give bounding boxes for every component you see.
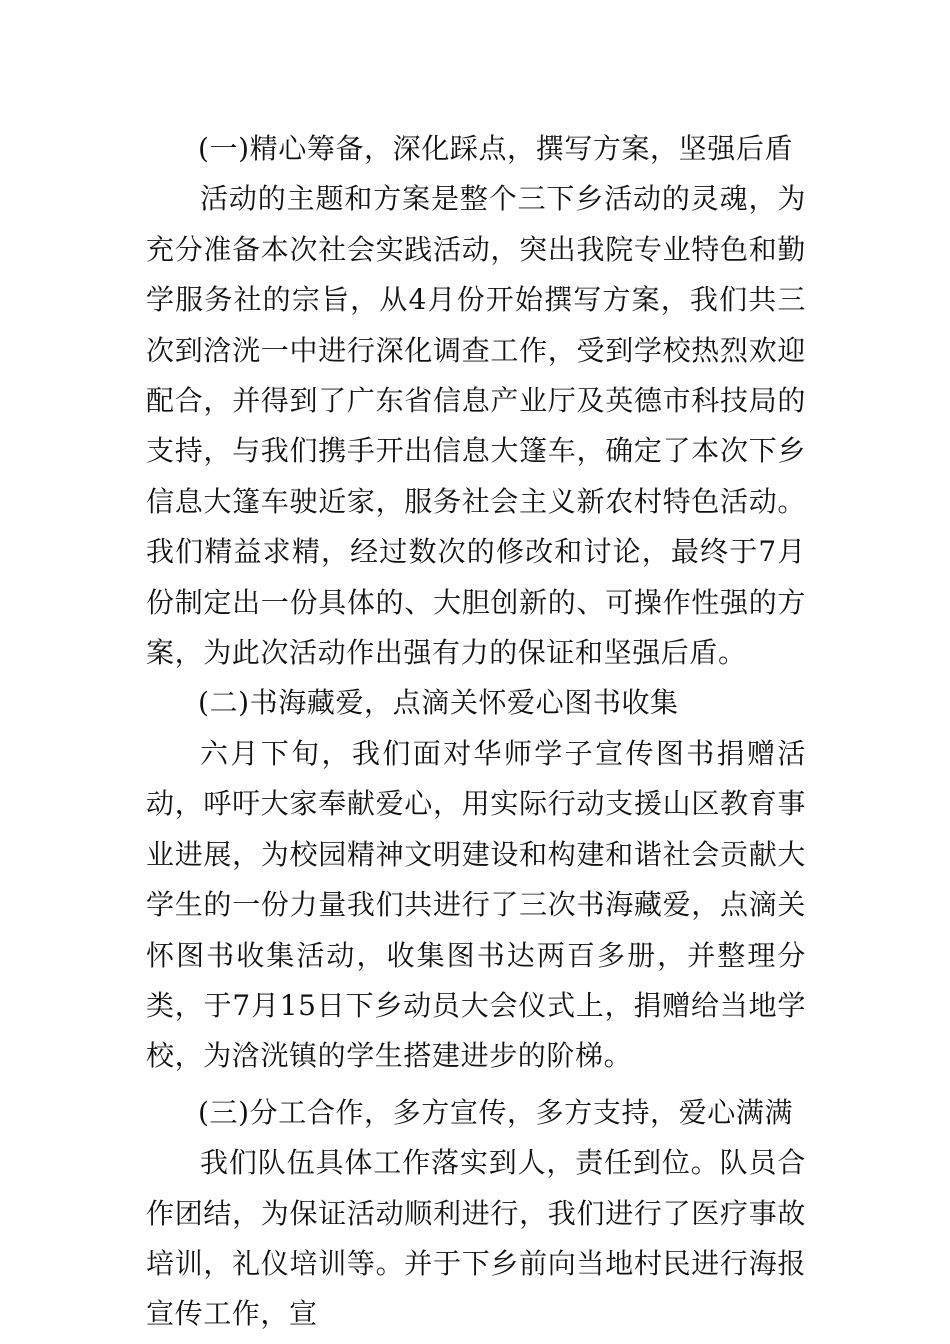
section-paragraph-3: 我们队伍具体工作落实到人，责任到位。队员合作团结，为保证活动顺利进行，我们进行了医疗事故培训，礼仪培训等。并于下乡前向当地村民进行海报宣传工作，宣: [146, 1146, 806, 1331]
document-body: [146, 124, 806, 1340]
section-paragraph-1: 活动的主题和方案是整个三下乡活动的灵魂，为充分准备本次社会实践活动，突出我院专业特色和勤学服务社的宗旨，从4月份开始撰写方案，我们共三次到浛洸一中进行深化调查工作，受到学校热烈欢迎配合，并得到了广东省信息产业厅及英德市科技局的支持，与我们携手开出信息大篷车，确定了本次下乡信息大篷车驶近家，服务社会主义新农村特色活动。我们精益求精，经过数次的修改和讨论，最终于7月份制定出一份具体的、大胆创新的、可操作性强的方案，为此次活动作出强有力的保证和坚强后盾。: [146, 182, 806, 670]
section-heading-3: (三)分工合作，多方宣传，多方支持，爱心满满: [198, 1095, 794, 1129]
section-heading-1: (一)精心筹备，深化踩点，撰写方案，坚强后盾: [198, 132, 794, 165]
section-heading-2: (二)书海藏爱，点滴关怀爱心图书收集: [198, 686, 679, 720]
section-paragraph-2: 六月下旬，我们面对华师学子宣传图书捐赠活动，呼吁大家奉献爱心，用实际行动支援山区教育事业进展，为校园精神文明建设和构建和谐社会贡献大学生的一份力量我们共进行了三次书海藏爱，点滴关怀图书收集活动，收集图书达两百多册，并整理分类，于7月15日下乡动员大会仪式上，捐赠给当地学校，为浛洸镇的学生搭建进步的阶梯。: [146, 736, 806, 1073]
